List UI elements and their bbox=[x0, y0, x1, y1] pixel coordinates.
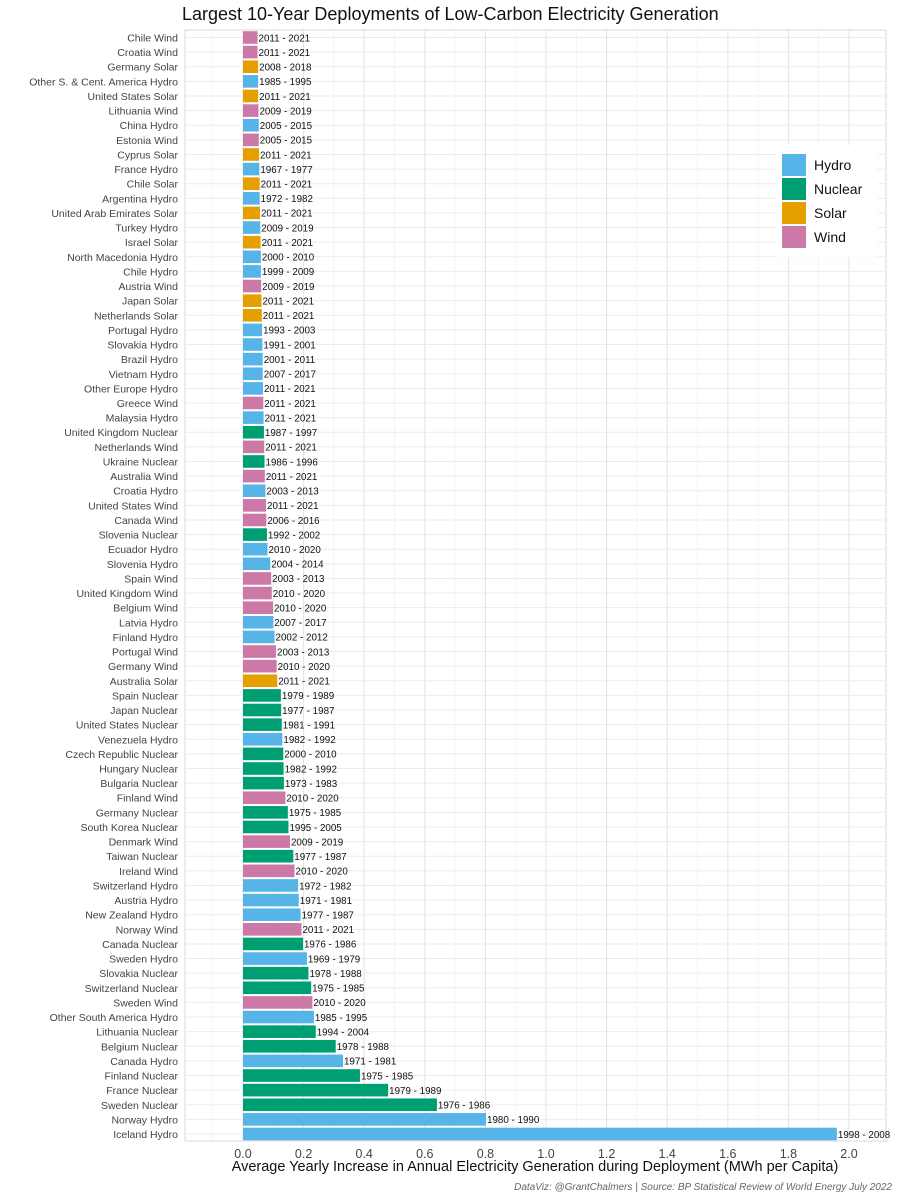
period-label: 2009 - 2019 bbox=[261, 223, 314, 235]
period-label: 2011 - 2021 bbox=[258, 33, 311, 45]
period-label: 1998 - 2008 bbox=[837, 1129, 891, 1141]
bar bbox=[243, 908, 301, 921]
legend-item-wind bbox=[782, 225, 846, 249]
bar bbox=[243, 689, 281, 702]
category-label: Lithuania Wind bbox=[108, 105, 178, 118]
category-label: Brazil Hydro bbox=[120, 354, 178, 367]
category-label: North Macedonia Hydro bbox=[67, 251, 178, 264]
category-label: Other S. & Cent. America Hydro bbox=[29, 76, 178, 89]
period-label: 2010 - 2020 bbox=[295, 866, 348, 878]
period-label: 1982 - 1992 bbox=[283, 735, 336, 747]
period-label: 2009 - 2019 bbox=[259, 106, 312, 118]
category-label: Finland Wind bbox=[116, 792, 178, 805]
bar bbox=[243, 996, 312, 1009]
bar bbox=[243, 587, 272, 600]
period-label: 1980 - 1990 bbox=[487, 1115, 540, 1127]
bar bbox=[243, 1069, 360, 1082]
category-label: Sweden Wind bbox=[113, 997, 178, 1010]
period-label: 2006 - 2016 bbox=[267, 515, 320, 527]
category-label: Croatia Hydro bbox=[113, 485, 178, 498]
period-label: 2000 - 2010 bbox=[284, 749, 337, 761]
bar bbox=[243, 177, 260, 190]
period-label: 2003 - 2013 bbox=[277, 647, 330, 659]
period-label: 2011 - 2021 bbox=[260, 150, 312, 162]
bar bbox=[243, 31, 258, 44]
bar bbox=[243, 1098, 437, 1111]
bar bbox=[243, 601, 273, 614]
category-label: Germany Nuclear bbox=[95, 807, 178, 820]
x-tick-label: 1.6 bbox=[719, 1147, 737, 1161]
bar bbox=[243, 704, 281, 717]
bar bbox=[243, 104, 258, 117]
category-label: United States Wind bbox=[88, 500, 178, 513]
bar bbox=[243, 90, 258, 103]
category-label: Canada Hydro bbox=[110, 1055, 178, 1068]
category-label: Norway Wind bbox=[115, 924, 178, 937]
bar bbox=[243, 470, 265, 483]
legend-item-nuclear bbox=[782, 177, 862, 201]
bar bbox=[243, 148, 259, 161]
category-label: Estonia Wind bbox=[116, 134, 178, 147]
category-label: Argentina Hydro bbox=[102, 193, 178, 206]
period-label: 2007 - 2017 bbox=[263, 369, 316, 381]
category-label: Slovenia Nuclear bbox=[98, 529, 178, 542]
category-label: Lithuania Nuclear bbox=[96, 1026, 178, 1039]
period-label: 1975 - 1985 bbox=[360, 1071, 414, 1083]
bar bbox=[243, 309, 262, 322]
period-label: 1972 - 1982 bbox=[260, 194, 313, 206]
bar bbox=[243, 382, 263, 395]
period-label: 2004 - 2014 bbox=[271, 559, 324, 571]
category-label: Taiwan Nuclear bbox=[106, 851, 178, 864]
bar bbox=[243, 411, 264, 424]
legend-swatch-solar bbox=[782, 202, 806, 224]
bar bbox=[243, 441, 264, 454]
period-label: 1981 - 1991 bbox=[282, 720, 336, 732]
bar bbox=[243, 1055, 343, 1068]
period-label: 2010 - 2020 bbox=[286, 793, 339, 805]
bar bbox=[243, 484, 265, 497]
bar bbox=[243, 367, 263, 380]
period-label: 1985 - 1995 bbox=[259, 77, 312, 89]
x-tick-label: 1.4 bbox=[658, 1147, 676, 1161]
period-label: 1973 - 1983 bbox=[284, 778, 338, 790]
period-label: 1971 - 1981 bbox=[299, 895, 353, 907]
category-label: Slovakia Hydro bbox=[107, 339, 178, 352]
period-label: 1993 - 2003 bbox=[263, 325, 316, 337]
category-label: Switzerland Nuclear bbox=[84, 982, 178, 995]
category-label: Cyprus Solar bbox=[117, 149, 178, 162]
category-label: New Zealand Hydro bbox=[85, 909, 178, 922]
bar bbox=[243, 397, 263, 410]
category-label: Netherlands Solar bbox=[93, 310, 178, 323]
bar bbox=[243, 718, 282, 731]
legend-label-solar: Solar bbox=[814, 205, 847, 221]
category-label: Hungary Nuclear bbox=[99, 763, 178, 776]
category-label: Sweden Nuclear bbox=[100, 1099, 178, 1112]
category-label: Austria Hydro bbox=[114, 895, 178, 908]
period-label: 1995 - 2005 bbox=[289, 822, 342, 834]
category-label: Canada Nuclear bbox=[102, 938, 178, 951]
category-label: Austria Wind bbox=[118, 281, 178, 294]
category-label: Japan Solar bbox=[121, 295, 178, 308]
bar bbox=[243, 353, 263, 366]
category-label: Vietnam Hydro bbox=[108, 368, 178, 381]
period-label: 1986 - 1996 bbox=[265, 457, 318, 469]
period-label: 1978 - 1988 bbox=[309, 968, 362, 980]
period-label: 1982 - 1992 bbox=[284, 764, 337, 776]
category-label: United Kingdom Wind bbox=[76, 588, 178, 601]
period-label: 2011 - 2021 bbox=[278, 676, 330, 688]
bar bbox=[243, 455, 265, 468]
category-label: France Nuclear bbox=[106, 1085, 178, 1098]
category-label: Chile Solar bbox=[126, 178, 178, 191]
bar bbox=[243, 338, 262, 351]
legend-swatch-hydro bbox=[782, 154, 806, 176]
period-label: 1976 - 1986 bbox=[437, 1100, 491, 1112]
period-label: 2011 - 2021 bbox=[260, 179, 313, 191]
category-label: United States Nuclear bbox=[75, 719, 178, 732]
category-label: Ireland Wind bbox=[119, 865, 178, 878]
bar bbox=[243, 952, 307, 965]
period-label: 2008 - 2018 bbox=[259, 62, 312, 74]
bar bbox=[243, 923, 301, 936]
period-label: 1979 - 1989 bbox=[389, 1085, 442, 1097]
period-label: 2005 - 2015 bbox=[259, 121, 313, 133]
x-axis-label: Average Yearly Increase in Annual Electricity Generation during Deployment (MWh per Capita) bbox=[231, 1159, 839, 1175]
category-label: Finland Nuclear bbox=[104, 1070, 178, 1083]
category-label: Germany Solar bbox=[107, 61, 178, 74]
bar bbox=[243, 865, 295, 878]
category-label: Ukraine Nuclear bbox=[102, 456, 178, 469]
bar bbox=[243, 324, 262, 337]
bar bbox=[243, 572, 271, 585]
period-label: 2001 - 2011 bbox=[263, 354, 316, 366]
chart-title: Largest 10-Year Deployments of Low-Carbon Electricity Generation bbox=[182, 4, 719, 24]
category-label: Switzerland Hydro bbox=[92, 880, 178, 893]
category-label: Spain Wind bbox=[124, 573, 178, 586]
category-label: United States Solar bbox=[87, 90, 178, 103]
period-label: 1975 - 1985 bbox=[288, 808, 342, 820]
period-label: 2011 - 2021 bbox=[260, 208, 313, 220]
category-label: Other South America Hydro bbox=[49, 1012, 178, 1025]
bar bbox=[243, 1084, 388, 1097]
bar bbox=[243, 294, 261, 307]
period-label: 2011 - 2021 bbox=[262, 311, 315, 323]
period-label: 1979 - 1989 bbox=[281, 691, 335, 703]
x-tick-label: 0.6 bbox=[416, 1147, 434, 1161]
category-label: Venezuela Hydro bbox=[98, 734, 178, 747]
x-tick-label: 0.8 bbox=[476, 1147, 495, 1161]
period-label: 2005 - 2015 bbox=[259, 135, 313, 147]
category-label: Portugal Hydro bbox=[107, 324, 178, 337]
legend-swatch-wind bbox=[782, 226, 806, 248]
category-label: Sweden Hydro bbox=[109, 953, 178, 966]
bar bbox=[243, 1113, 486, 1126]
period-label: 1977 - 1987 bbox=[294, 852, 347, 864]
bar bbox=[243, 850, 293, 863]
category-label: Czech Republic Nuclear bbox=[65, 748, 178, 761]
bar bbox=[243, 207, 260, 220]
period-label: 1967 - 1977 bbox=[260, 164, 313, 176]
bar bbox=[243, 163, 259, 176]
category-label: Slovenia Hydro bbox=[106, 558, 178, 571]
bar bbox=[243, 221, 260, 234]
bar bbox=[243, 528, 267, 541]
period-label: 1985 - 1995 bbox=[314, 1012, 368, 1024]
bar bbox=[243, 631, 275, 644]
category-label: Other Europe Hydro bbox=[84, 383, 178, 396]
period-label: 2010 - 2020 bbox=[313, 998, 366, 1010]
x-tick-label: 2.0 bbox=[840, 1147, 858, 1161]
period-label: 1975 - 1985 bbox=[312, 983, 365, 995]
category-label: France Hydro bbox=[114, 164, 178, 177]
category-label: Australia Wind bbox=[110, 471, 178, 484]
x-tick-label: 1.8 bbox=[779, 1147, 798, 1161]
period-label: 2011 - 2021 bbox=[265, 471, 318, 483]
period-label: 1969 - 1979 bbox=[307, 954, 361, 966]
period-label: 1976 - 1986 bbox=[303, 939, 357, 951]
period-label: 2010 - 2020 bbox=[277, 661, 330, 673]
bar bbox=[243, 119, 259, 132]
bar bbox=[243, 645, 276, 658]
bar bbox=[243, 791, 285, 804]
category-label: United Kingdom Nuclear bbox=[64, 427, 178, 440]
bar bbox=[243, 192, 260, 205]
period-label: 2007 - 2017 bbox=[274, 618, 327, 630]
period-label: 2009 - 2019 bbox=[290, 837, 344, 849]
period-label: 2011 - 2021 bbox=[258, 47, 311, 59]
legend-label-wind: Wind bbox=[814, 229, 846, 245]
category-label: Latvia Hydro bbox=[119, 617, 178, 630]
category-label: Norway Hydro bbox=[111, 1114, 178, 1127]
bar bbox=[243, 514, 266, 527]
bar bbox=[243, 280, 261, 293]
period-label: 2011 - 2021 bbox=[261, 237, 314, 249]
period-label: 1971 - 1981 bbox=[343, 1056, 397, 1068]
period-label: 2000 - 2010 bbox=[261, 252, 315, 264]
legend-label-hydro: Hydro bbox=[814, 157, 852, 173]
bar bbox=[243, 982, 311, 995]
category-label: Slovakia Nuclear bbox=[99, 968, 178, 981]
bar bbox=[243, 60, 258, 73]
bar bbox=[243, 806, 288, 819]
period-label: 2010 - 2020 bbox=[272, 588, 326, 600]
x-tick-label: 1.0 bbox=[537, 1147, 555, 1161]
bar bbox=[243, 75, 258, 88]
bar bbox=[243, 499, 266, 512]
bar bbox=[243, 674, 277, 687]
category-label: Spain Nuclear bbox=[112, 690, 178, 703]
bar bbox=[243, 426, 264, 439]
category-label: China Hydro bbox=[119, 120, 178, 133]
period-label: 1972 - 1982 bbox=[299, 881, 352, 893]
period-label: 2003 - 2013 bbox=[272, 574, 325, 586]
source-caption: DataViz: @GrantChalmers | Source: BP Statistical Review of World Energy July 2022 bbox=[514, 1182, 892, 1193]
period-label: 2011 - 2021 bbox=[267, 501, 319, 513]
category-label: Chile Wind bbox=[127, 32, 178, 45]
bar bbox=[243, 938, 303, 951]
x-tick-label: 1.2 bbox=[597, 1147, 616, 1161]
period-label: 2002 - 2012 bbox=[275, 632, 328, 644]
category-label: Netherlands Wind bbox=[94, 441, 178, 454]
bar bbox=[243, 733, 282, 746]
bar bbox=[243, 894, 299, 907]
period-label: 1987 - 1997 bbox=[264, 428, 318, 440]
category-label: Iceland Hydro bbox=[113, 1129, 178, 1141]
period-label: 2011 - 2021 bbox=[262, 296, 315, 308]
category-label: Denmark Wind bbox=[108, 836, 178, 849]
period-label: 1994 - 2004 bbox=[316, 1027, 370, 1039]
period-label: 2009 - 2019 bbox=[262, 281, 315, 293]
bar bbox=[243, 251, 261, 264]
bar bbox=[243, 1011, 314, 1024]
x-tick-label: 0.2 bbox=[294, 1147, 313, 1161]
period-label: 1999 - 2009 bbox=[261, 267, 315, 279]
period-label: 2010 - 2020 bbox=[268, 545, 321, 556]
bar bbox=[243, 835, 290, 848]
legend-label-nuclear: Nuclear bbox=[814, 181, 863, 197]
bar bbox=[243, 879, 298, 892]
period-label: 1977 - 1987 bbox=[282, 705, 335, 717]
period-label: 2011 - 2021 bbox=[265, 442, 317, 454]
x-tick-label: 0.0 bbox=[234, 1147, 252, 1161]
bar bbox=[243, 236, 261, 249]
period-label: 2011 - 2021 bbox=[259, 91, 311, 103]
bar bbox=[243, 265, 261, 278]
category-label: Chile Hydro bbox=[123, 266, 178, 279]
legend bbox=[776, 145, 878, 257]
category-label: Israel Solar bbox=[124, 237, 178, 250]
legend-item-hydro bbox=[782, 153, 851, 177]
period-label: 2011 - 2021 bbox=[302, 925, 355, 937]
period-label: 1977 - 1987 bbox=[301, 910, 354, 922]
period-label: 2010 - 2020 bbox=[273, 603, 327, 615]
category-label: Canada Wind bbox=[114, 514, 178, 527]
bar bbox=[243, 543, 268, 556]
bar bbox=[243, 762, 284, 775]
bar bbox=[243, 134, 259, 147]
bar bbox=[243, 660, 277, 673]
period-label: 2003 - 2013 bbox=[266, 486, 319, 498]
category-label: Greece Wind bbox=[116, 398, 178, 410]
bar bbox=[243, 46, 258, 59]
period-label: 2011 - 2021 bbox=[264, 398, 316, 410]
period-label: 1978 - 1988 bbox=[336, 1042, 390, 1054]
category-label: Germany Wind bbox=[107, 661, 178, 674]
category-label: Belgium Nuclear bbox=[100, 1041, 178, 1054]
category-label: Bulgaria Nuclear bbox=[100, 778, 178, 791]
category-label: United Arab Emirates Solar bbox=[51, 207, 178, 220]
category-label: Turkey Hydro bbox=[115, 222, 178, 235]
bar bbox=[243, 1128, 837, 1141]
period-label: 1991 - 2001 bbox=[263, 340, 316, 352]
legend-item-solar bbox=[782, 201, 847, 225]
bar bbox=[243, 558, 270, 571]
period-label: 1992 - 2002 bbox=[267, 530, 321, 542]
category-labels bbox=[29, 33, 178, 1142]
bar bbox=[243, 1040, 336, 1053]
bar bbox=[243, 967, 308, 980]
category-label: Ecuador Hydro bbox=[107, 544, 178, 557]
category-label: Australia Solar bbox=[109, 675, 178, 688]
bar bbox=[243, 1025, 316, 1038]
bar bbox=[243, 821, 288, 834]
legend-swatch-nuclear bbox=[782, 178, 806, 200]
category-label: Croatia Wind bbox=[117, 47, 178, 60]
bar bbox=[243, 616, 273, 629]
period-label: 2011 - 2021 bbox=[264, 413, 317, 425]
x-tick-label: 0.4 bbox=[355, 1147, 373, 1161]
bar bbox=[243, 777, 284, 790]
period-label: 2011 - 2021 bbox=[263, 384, 316, 396]
category-label: South Korea Nuclear bbox=[80, 821, 178, 834]
category-label: Finland Hydro bbox=[112, 631, 178, 644]
category-label: Portugal Wind bbox=[112, 646, 178, 659]
category-label: Belgium Wind bbox=[113, 602, 178, 615]
category-label: Malaysia Hydro bbox=[105, 412, 178, 425]
category-label: Japan Nuclear bbox=[110, 705, 178, 718]
bar bbox=[243, 748, 283, 761]
